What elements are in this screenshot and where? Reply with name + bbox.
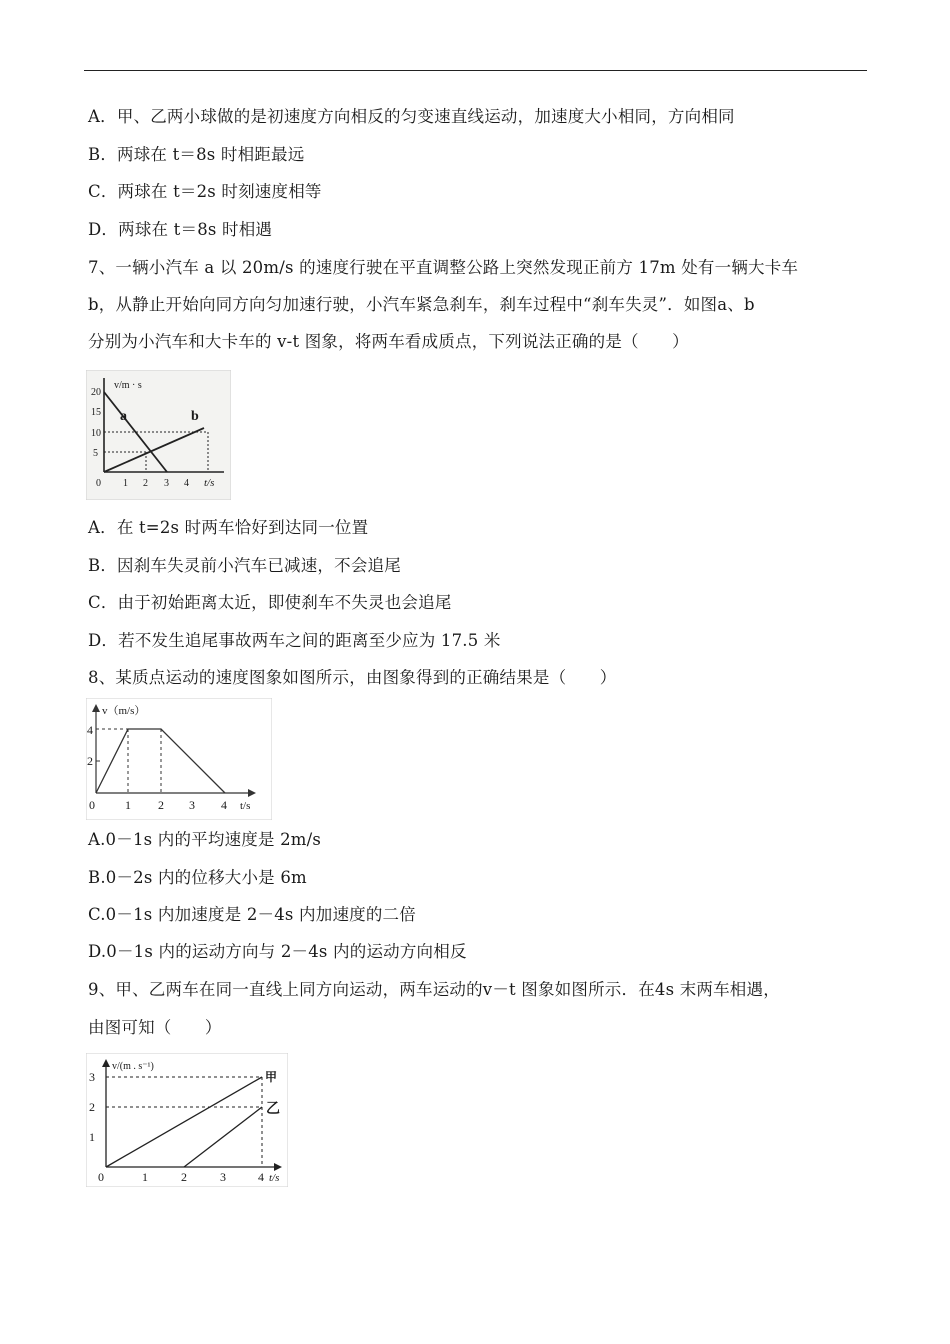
q7-stem-line-3: 分别为小汽车和大卡车的 v-t 图象，将两车看成质点，下列说法正确的是（ ） — [88, 332, 689, 351]
q7-option-c: C．由于初始距离太近，即使刹车不失灵也会追尾 — [88, 593, 452, 612]
q7-option-d: D．若不发生追尾事故两车之间的距离至少应为 17.5 米 — [88, 631, 501, 650]
q8-x-tick-0: 0 — [89, 798, 95, 812]
q8-option-b: B.0－2s 内的位移大小是 6m — [88, 868, 307, 887]
q7-y-tick-5: 5 — [93, 448, 98, 459]
q7-option-b: B．因刹车失灵前小汽车已减速，不会追尾 — [88, 556, 401, 575]
q7-label-b: b — [191, 409, 199, 424]
q9-stem-line-1: 9、甲、乙两车在同一直线上同方向运动，两车运动的v－t 图象如图所示．在4s 末两车相遇， — [88, 980, 780, 999]
q8-option-a: A.0－1s 内的平均速度是 2m/s — [88, 830, 322, 849]
q9-x-axis-title: t/s — [269, 1172, 280, 1184]
q9-x-tick-4: 4 — [258, 1170, 264, 1184]
q7-y-tick-20: 20 — [91, 387, 101, 398]
q8-option-c: C.0－1s 内加速度是 2－4s 内加速度的二倍 — [88, 905, 416, 924]
q7-x-tick-0: 0 — [96, 478, 101, 489]
header-rule — [84, 70, 867, 71]
q8-figure — [86, 698, 272, 820]
q6-option-d: D．两球在 t＝8s 时相遇 — [88, 220, 273, 239]
q7-stem-line-1: 7、一辆小汽车 a 以 20m/s 的速度行驶在平直调整公路上突然发现正前方 17m 处有一辆大卡车 — [88, 258, 799, 277]
q7-y-axis-title: v/m · s — [114, 380, 142, 391]
q8-x-tick-4: 4 — [221, 798, 227, 812]
q9-y-axis-title: v/(m . s⁻¹) — [112, 1061, 154, 1072]
q8-y-axis-title: v（m/s） — [102, 705, 146, 717]
q7-option-a: A．在 t=2s 时两车恰好到达同一位置 — [88, 518, 369, 537]
q9-x-tick-0: 0 — [98, 1170, 104, 1184]
q7-figure — [86, 370, 231, 500]
q8-stem: 8、某质点运动的速度图象如图所示，由图象得到的正确结果是（ ） — [88, 668, 617, 687]
q9-y-tick-1: 1 — [89, 1130, 95, 1144]
q7-x-tick-4: 4 — [184, 478, 189, 489]
q7-x-tick-1: 1 — [123, 478, 128, 489]
q8-x-tick-3: 3 — [189, 798, 195, 812]
q7-stem-line-2: b，从静止开始向同方向匀加速行驶，小汽车紧急刹车，刹车过程中“刹车失灵”．如图a、b — [88, 295, 755, 314]
q7-label-a: a — [120, 409, 127, 424]
q8-y-tick-4: 4 — [87, 723, 93, 737]
q7-x-axis-title: t/s — [204, 477, 215, 489]
q9-figure — [86, 1053, 288, 1187]
q9-stem-line-2: 由图可知（ ） — [88, 1018, 222, 1037]
q9-x-tick-3: 3 — [220, 1170, 226, 1184]
q8-x-tick-2: 2 — [158, 798, 164, 812]
q9-y-tick-3: 3 — [89, 1070, 95, 1084]
q9-label-yi: 乙 — [266, 1102, 280, 1117]
q9-y-tick-2: 2 — [89, 1100, 95, 1114]
q9-x-tick-2: 2 — [181, 1170, 187, 1184]
q6-option-c: C．两球在 t＝2s 时刻速度相等 — [88, 182, 322, 201]
q7-y-tick-15: 15 — [91, 407, 101, 418]
q9-label-jia: 甲 — [265, 1070, 278, 1084]
q8-x-tick-1: 1 — [125, 798, 131, 812]
q6-option-b: B．两球在 t＝8s 时相距最远 — [88, 145, 305, 164]
q8-option-d: D.0－1s 内的运动方向与 2－4s 内的运动方向相反 — [88, 942, 467, 961]
q8-y-tick-2: 2 — [87, 754, 93, 768]
q7-y-tick-10: 10 — [91, 428, 101, 439]
q9-x-tick-1: 1 — [142, 1170, 148, 1184]
q6-option-a: A．甲、乙两小球做的是初速度方向相反的匀变速直线运动，加速度大小相同，方向相同 — [88, 107, 735, 126]
q7-x-tick-2: 2 — [143, 478, 148, 489]
q7-x-tick-3: 3 — [164, 478, 169, 489]
q8-x-axis-title: t/s — [240, 800, 251, 812]
